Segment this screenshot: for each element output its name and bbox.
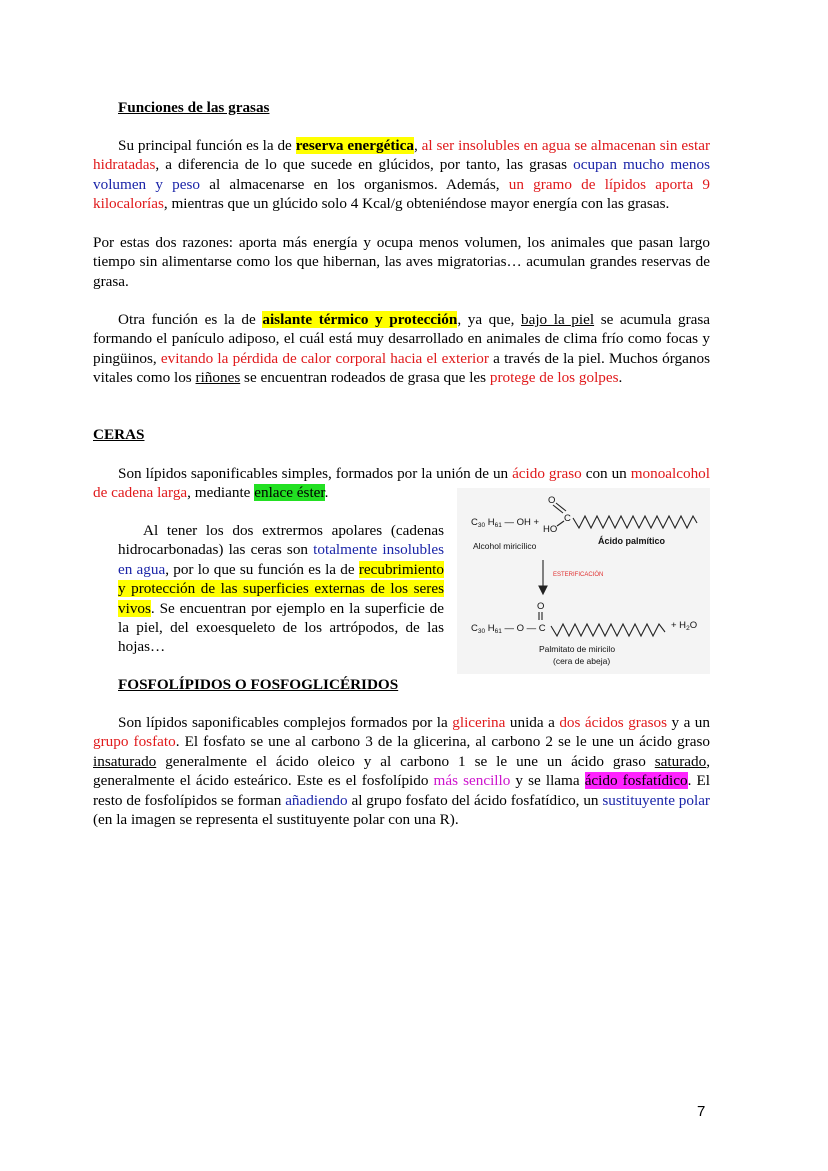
text-run: Son lípidos saponificables complejos formados por la bbox=[118, 714, 453, 731]
acid-label: Ácido palmítico bbox=[598, 536, 666, 546]
section-title-ceras: CERAS bbox=[93, 426, 145, 443]
alcohol-formula: $C_{30}$ $H_{61}$ — OH + bbox=[471, 517, 540, 529]
text-run: . El resto de fosfolípidos se forman bbox=[93, 772, 711, 809]
text-run: generalmente el ácido oleico y al carbono 1 se le une un ácido graso bbox=[156, 752, 655, 770]
text-run: ácido graso bbox=[512, 465, 582, 482]
text-run: recubrimiento y protección de las superficies externas de los seres vivos bbox=[118, 560, 444, 617]
water-product: + $H_2O$ bbox=[671, 620, 698, 632]
text-run: a través de la piel. Muchos órganos vitales como los bbox=[93, 349, 710, 387]
text-run: riñones bbox=[195, 369, 241, 387]
product-formula: $C_{30}$ $H_{61}$ — O — C bbox=[471, 623, 546, 635]
product-sublabel: (cera de abeja) bbox=[553, 656, 611, 666]
text-run: reserva energética bbox=[295, 137, 414, 154]
paragraph-fosfolipidos-1 bbox=[93, 713, 710, 829]
paragraph-grasas-3 bbox=[93, 310, 710, 388]
section-title-fosfolipidos: FOSFOLÍPIDOS O FOSFOGLICÉRIDOS bbox=[118, 676, 399, 693]
paragraph-grasas-2: Por estas dos razones: aporta más energía y ocupa menos volumen, los animales que pasan largo tiempo sin alimentarse como los que hibernan, las aves migratorias… acumulan grandes reservas de grasa. bbox=[93, 234, 710, 290]
text-run: Otra función es la de bbox=[118, 311, 263, 328]
text-run: . Se encuentran por ejemplo en la superficie de la piel, del exoesqueleto de los artrópodos, de las hojas… bbox=[118, 599, 444, 656]
text-run: sustituyente polar bbox=[602, 791, 710, 809]
text-run: ácido fosfatídico bbox=[584, 772, 688, 790]
text-run: Su principal función es la de bbox=[118, 137, 296, 154]
text-run: Al tener los dos extrermos apolares (cadenas hidrocarbonadas) las ceras son bbox=[118, 522, 444, 559]
text-run: , a diferencia de lo que sucede en glúcidos, por tanto, las grasas bbox=[155, 156, 574, 174]
text-run: aislante térmico y protección bbox=[262, 311, 458, 328]
text-run: . bbox=[618, 369, 623, 387]
reaction-arrow-head bbox=[539, 586, 547, 594]
text-run: glicerina bbox=[452, 714, 506, 731]
text-run: monoalcohol de cadena larga bbox=[93, 465, 710, 502]
acid-oh-bond bbox=[557, 521, 564, 526]
text-run: , generalmente el ácido esteárico. Este es el fosfolípido bbox=[93, 752, 710, 790]
acid-hydroxyl: HO bbox=[543, 524, 558, 535]
text-run: protege de los golpes bbox=[489, 369, 619, 387]
text-run: más sencillo bbox=[433, 772, 511, 790]
text-run: (en la imagen se representa el sustituyente polar con una R). bbox=[93, 811, 459, 829]
text-run: , mediante bbox=[187, 484, 255, 502]
esterification-diagram bbox=[457, 488, 710, 674]
text-run: al almacenarse en los organismos. Además, bbox=[200, 175, 509, 193]
acid-carbon: C bbox=[564, 513, 571, 524]
text-run: saturado bbox=[654, 752, 707, 770]
esterification-figure bbox=[457, 488, 710, 674]
text-run: un gramo de lípidos aporta 9 kilocalorías bbox=[93, 175, 710, 213]
text-run: . bbox=[324, 484, 329, 502]
text-run: y a un bbox=[667, 714, 710, 731]
acid-double-bond bbox=[553, 505, 563, 513]
text-run: se encuentran rodeados de grasa que les bbox=[240, 369, 490, 387]
product-label: Palmitato de miricilo bbox=[539, 644, 616, 654]
text-run: con un bbox=[581, 465, 631, 482]
text-run: al ser insolubles en agua se almacenan sin estar hidratadas bbox=[93, 137, 711, 174]
product-oxygen: O bbox=[537, 601, 545, 612]
text-run: , mientras que un glúcido solo 4 Kcal/g obteniéndose mayor energía con las grasas. bbox=[163, 195, 670, 213]
text-run: totalmente insolubles en agua bbox=[118, 541, 444, 578]
acid-oxygen: O bbox=[548, 495, 556, 506]
text-run: bajo la piel bbox=[521, 311, 595, 328]
text-run: ocupan mucho menos volumen y peso bbox=[93, 156, 710, 193]
text-run: unida a bbox=[505, 714, 560, 731]
text-run: al grupo fosfato del ácido fosfatídico, un bbox=[347, 791, 603, 809]
page-number: 7 bbox=[697, 1103, 706, 1120]
text-run: Son lípidos saponificables simples, formados por la unión de un bbox=[118, 465, 513, 482]
paragraph-ceras-2 bbox=[118, 521, 444, 657]
text-run: insaturado bbox=[93, 752, 157, 770]
text-run: y se llama bbox=[510, 772, 585, 790]
text-run: añadiendo bbox=[285, 791, 348, 809]
text-run: , por lo que su función es la de bbox=[165, 560, 359, 578]
alcohol-label: Alcohol miricílico bbox=[473, 541, 537, 551]
text-run: , bbox=[413, 137, 422, 154]
product-chain bbox=[551, 624, 665, 636]
section-title-grasas: Funciones de las grasas bbox=[118, 99, 270, 116]
text-run: , ya que, bbox=[457, 311, 521, 328]
esterification-label: ESTERIFICACIÓN bbox=[553, 572, 604, 578]
text-run: grupo fosfato bbox=[93, 733, 176, 751]
text-run: dos ácidos grasos bbox=[559, 714, 668, 731]
acid-double-bond-2 bbox=[556, 503, 566, 511]
text-run: enlace éster bbox=[254, 484, 325, 502]
text-run: evitando la pérdida de calor corporal hacia el exterior bbox=[160, 349, 489, 367]
palmitic-chain bbox=[573, 516, 697, 528]
text-run: . El fosfato se une al carbono 3 de la glicerina, al carbono 2 se le une un ácido graso bbox=[175, 733, 711, 751]
text-run: se acumula grasa formando el panículo adiposo, el cuál está muy desarrollado en animales de clima frío como focas y pingüinos, bbox=[93, 311, 711, 367]
paragraph-grasas-1 bbox=[93, 136, 710, 214]
